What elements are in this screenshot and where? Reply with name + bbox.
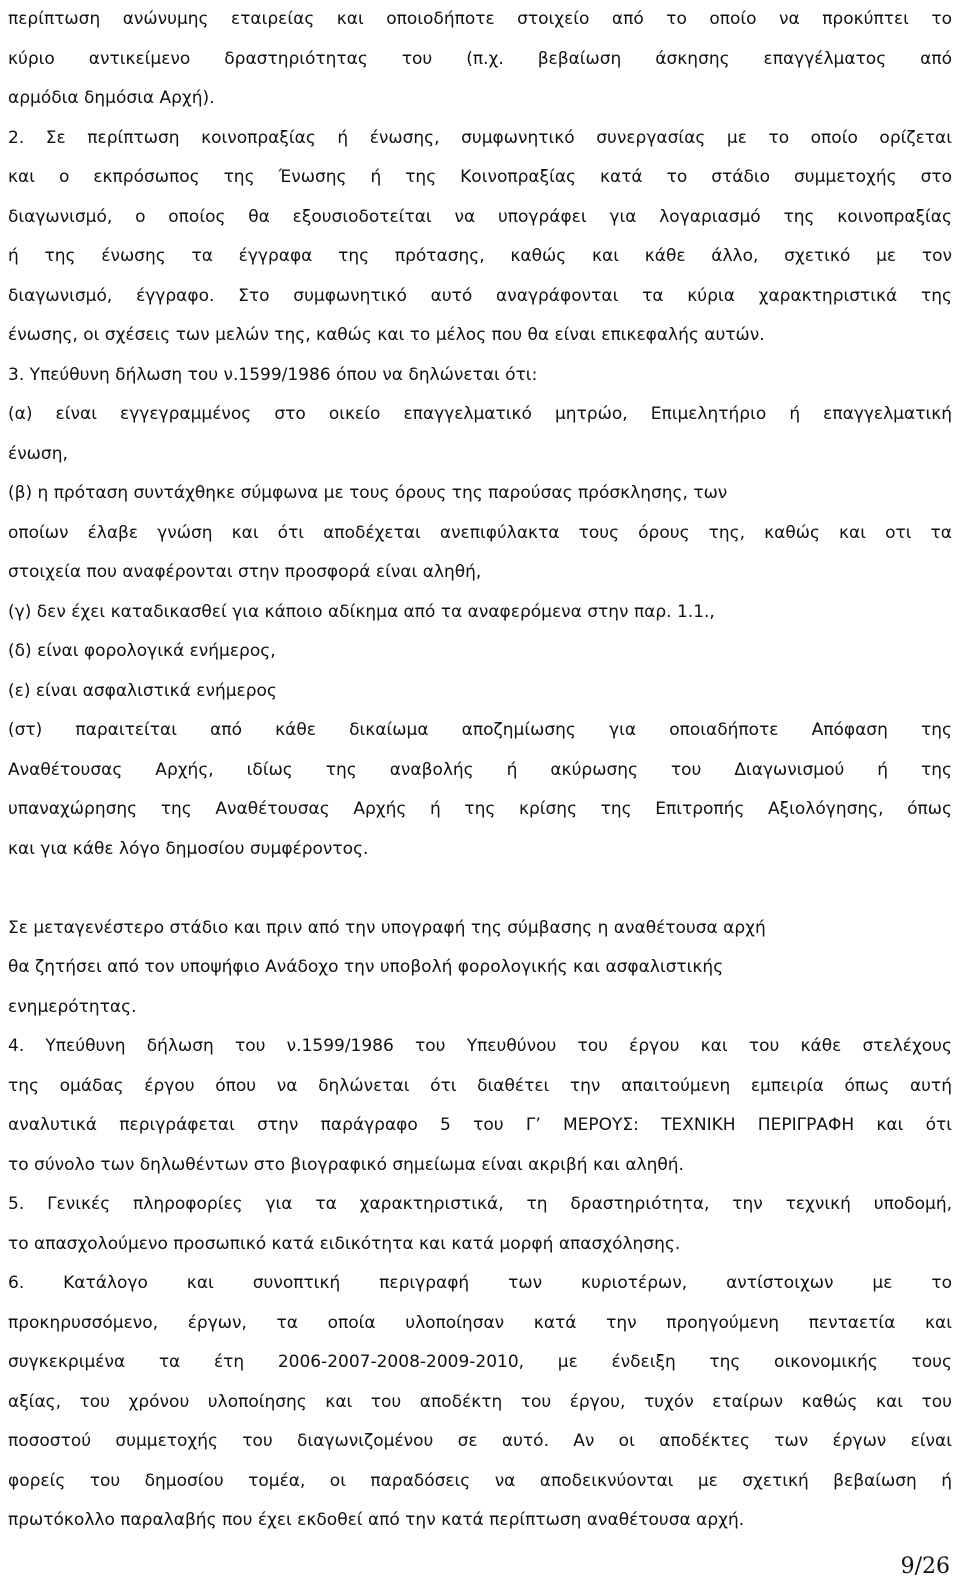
text-line: αξίας, του χρόνου υλοποίησης και του αποδέκτη του έργου, τυχόν εταίρων καθώς και του (8, 1391, 952, 1412)
text-line: (δ) είναι φορολογικά ενήμερος, (8, 641, 276, 661)
text-line: (στ) παραιτείται από κάθε δικαίωμα αποζημίωσης για οποιαδήποτε Απόφαση της (8, 720, 952, 740)
text-line: 4. Υπεύθυνη δήλωση του ν.1599/1986 του Υπευθύνου του έργου και του κάθε στελέχους (8, 1036, 952, 1056)
text-line: οποίων έλαβε γνώση και ότι αποδέχεται ανεπιφύλακτα τους όρους της, καθώς και οτι τα (8, 522, 952, 543)
text-line: (γ) δεν έχει καταδικασθεί για κάποιο αδίκημα από τα αναφερόμενα στην παρ. 1.1., (8, 601, 715, 622)
text-line: (α) είναι εγγεγραμμένος στο οικείο επαγγελματικό μητρώο, Επιμελητήριο ή επαγγελματική (8, 404, 952, 424)
text-line: συγκεκριμένα τα έτη 2006-2007-2008-2009-2010, με ένδειξη της οικονομικής τους (8, 1352, 952, 1372)
text-line: ενημερότητας. (8, 996, 137, 1017)
document-body (8, 0, 952, 1541)
text-line: προκηρυσσόμενο, έργων, τα οποία υλοποίησαν κατά την προηγούμενη πενταετία και (8, 1312, 952, 1333)
text-line: πρωτόκολλο παραλαβής που έχει εκδοθεί από την κατά περίπτωση αναθέτουσα αρχή. (8, 1510, 745, 1530)
page-number: 9/26 (900, 1554, 950, 1579)
text-line: 3. Υπεύθυνη δήλωση του ν.1599/1986 όπου να δηλώνεται ότι: (8, 364, 538, 385)
text-line: Αναθέτουσας Αρχής, ιδίως της αναβολής ή ακύρωσης του Διαγωνισμού ή της (8, 759, 952, 780)
text-line: Σε μεταγενέστερο στάδιο και πριν από την υπογραφή της σύμβασης η αναθέτουσα αρχή (8, 917, 766, 938)
text-line: (ε) είναι ασφαλιστικά ενήμερος (8, 680, 277, 701)
text-line: φορείς του δημοσίου τομέα, οι παραδόσεις να αποδεικνύονται με σχετική βεβαίωση ή (8, 1470, 952, 1491)
text-line: ποσοστού συμμετοχής του διαγωνιζομένου σε αυτό. Αν οι αποδέκτες των έργων είναι (8, 1431, 952, 1451)
text-line: διαγωνισμό, ο οποίος θα εξουσιοδοτείται να υπογράφει για λογαριασμό της κοινοπραξίας (8, 206, 952, 227)
text-line: το απασχολούμενο προσωπικό κατά ειδικότητα και κατά μορφή απασχόλησης. (8, 1233, 681, 1254)
text-line: ή της ένωσης τα έγγραφα της πρότασης, καθώς και κάθε άλλο, σχετικό με τον (8, 246, 952, 266)
text-line: 2. Σε περίπτωση κοινοπραξίας ή ένωσης, συμφωνητικό συνεργασίας με το οποίο ορίζεται (8, 127, 952, 148)
text-line: διαγωνισμό, έγγραφο. Στο συμφωνητικό αυτό αναγράφονται τα κύρια χαρακτηριστικά της (8, 285, 952, 306)
text-line: (β) η πρόταση συντάχθηκε σύμφωνα με τους όρους της παρούσας πρόσκλησης, των (8, 483, 728, 503)
text-line: ένωση, (8, 443, 68, 464)
text-line: ένωσης, οι σχέσεις των μελών της, καθώς και το μέλος που θα είναι επικεφαλής αυτών. (8, 325, 765, 345)
text-line: αρμόδια δημόσια Αρχή). (8, 88, 215, 108)
text-line: 6. Κατάλογο και συνοπτική περιγραφή των κυριοτέρων, αντίστοιχων με το (8, 1273, 952, 1293)
blank-line (8, 869, 952, 909)
text-line: αναλυτικά περιγράφεται στην παράγραφο 5 του Γ’ ΜΕΡΟΥΣ: ΤΕΧΝΙΚΗ ΠΕΡΙΓΡΑΦΗ και ότι (8, 1115, 952, 1135)
text-line: 5. Γενικές πληροφορίες για τα χαρακτηριστικά, τη δραστηριότητα, την τεχνική υποδομή, (8, 1194, 952, 1214)
text-line: περίπτωση ανώνυμης εταιρείας και οποιοδήποτε στοιχείο από το οποίο να προκύπτει το (8, 9, 952, 29)
text-line: κύριο αντικείμενο δραστηριότητας του (π.χ. βεβαίωση άσκησης επαγγέλματος από (8, 48, 952, 69)
text-line: και ο εκπρόσωπος της Ένωσης ή της Κοινοπραξίας κατά το στάδιο συμμετοχής στο (8, 167, 952, 187)
text-line: υπαναχώρησης της Αναθέτουσας Αρχής ή της κρίσης της Επιτροπής Αξιολόγησης, όπως (8, 799, 952, 819)
text-line: της ομάδας έργου όπου να δηλώνεται ότι διαθέτει την απαιτούμενη εμπειρία όπως αυτή (8, 1075, 952, 1096)
text-line: θα ζητήσει από τον υποψήφιο Ανάδοχο την υποβολή φορολογικής και ασφαλιστικής (8, 957, 724, 977)
text-line: και για κάθε λόγο δημοσίου συμφέροντος. (8, 838, 369, 859)
text-line: στοιχεία που αναφέρονται στην προσφορά είναι αληθή, (8, 562, 482, 582)
text-line: το σύνολο των δηλωθέντων στο βιογραφικό σημείωμα είναι ακριβή και αληθή. (8, 1154, 684, 1175)
